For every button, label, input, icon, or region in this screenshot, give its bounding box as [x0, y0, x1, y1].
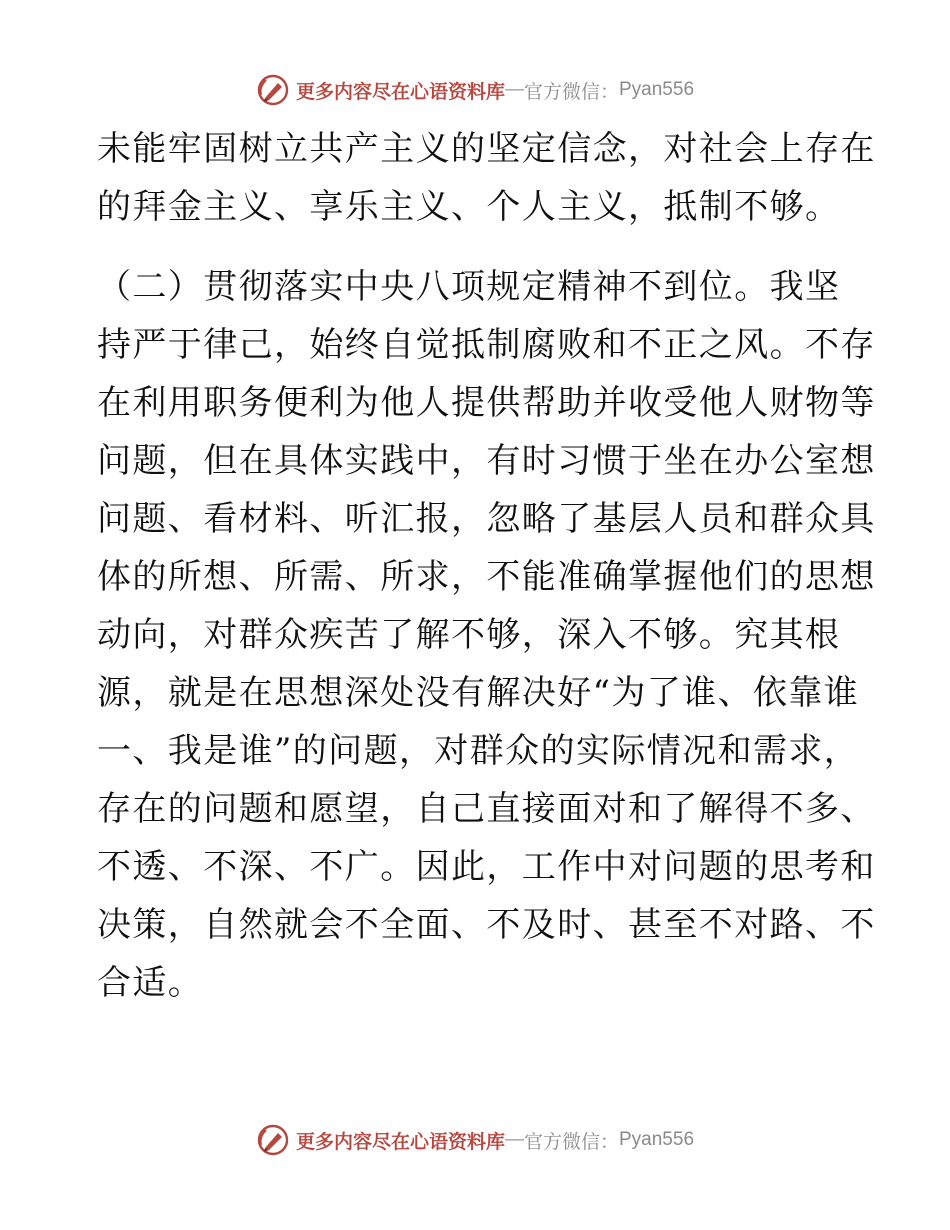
text-line: 存在的问题和愿望，自己直接面对和了解得不多、	[97, 789, 876, 829]
text-line: 持严于律己，始终自觉抵制腐败和不正之风。不存	[97, 325, 876, 365]
pen-logo-icon	[256, 73, 290, 107]
banner-separator: —	[504, 79, 524, 100]
header-banner	[0, 70, 950, 110]
paragraph-2	[97, 258, 876, 1012]
text-line: 不透、不深、不广。因此，工作中对问题的思考和	[97, 847, 876, 887]
brand-text: 更多内容尽在心语资料库	[295, 80, 505, 103]
wechat-id: Pyan556	[619, 79, 695, 100]
text-line: 动向，对群众疾苦了解不够，深入不够。究其根	[97, 615, 841, 655]
brand-text: 更多内容尽在心语资料库	[295, 1130, 505, 1153]
paragraph-1	[97, 120, 876, 236]
text-line: 在利用职务便利为他人提供帮助并收受他人财物等	[97, 383, 876, 423]
wechat-id: Pyan556	[619, 1129, 695, 1150]
wechat-label: 官方微信：	[523, 1130, 619, 1153]
text-line: 体的所想、所需、所求，不能准确掌握他们的思想	[97, 557, 876, 597]
document-body	[97, 120, 876, 1012]
wechat-label: 官方微信：	[523, 80, 619, 103]
text-line: 合适。	[97, 963, 204, 1003]
text-line: 问题、看材料、听汇报，忽略了基层人员和群众具	[97, 499, 876, 539]
text-line: 一、我是谁”的问题，对群众的实际情况和需求，	[97, 731, 860, 771]
text-line: 的拜金主义、享乐主义、个人主义，抵制不够。	[97, 187, 841, 227]
pen-logo-icon	[256, 1123, 290, 1157]
footer-banner-text	[296, 1127, 694, 1154]
section-heading-line: （二）贯彻落实中央八项规定精神不到位。我坚	[97, 267, 841, 307]
text-line: 源，就是在思想深处没有解决好“为了谁、依靠谁	[97, 673, 860, 713]
text-line: 问题，但在具体实践中，有时习惯于坐在办公室想	[97, 441, 876, 481]
text-line: 决策，自然就会不全面、不及时、甚至不对路、不	[97, 905, 876, 945]
header-banner-text	[296, 77, 694, 104]
banner-separator: —	[504, 1129, 524, 1150]
text-line: 未能牢固树立共产主义的坚定信念，对社会上存在	[97, 129, 876, 169]
footer-banner	[0, 1120, 950, 1160]
